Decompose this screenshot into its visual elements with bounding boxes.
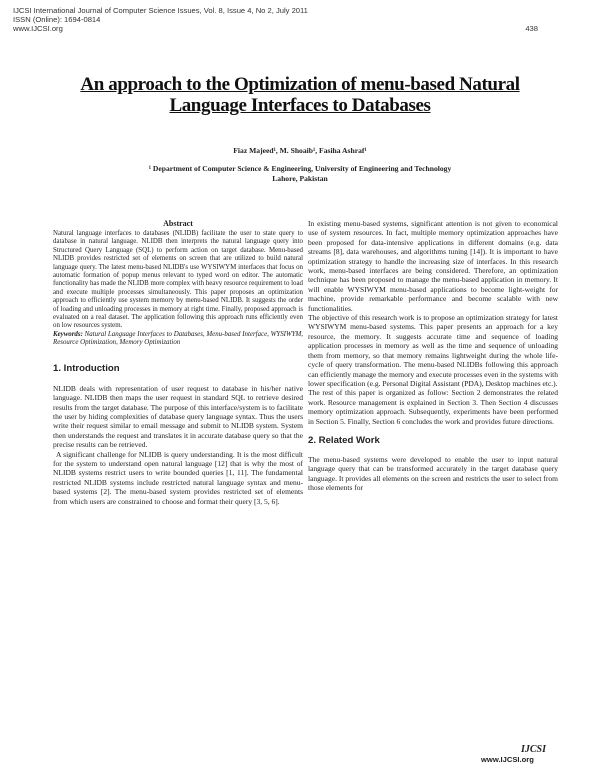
paper-title [40, 74, 560, 116]
abstract-text: Natural language interfaces to databases (NLIDB) facilitate the user to state query to database in natural language. NLIDB then interprets the natural language query into Structured Query Language (SQL) to perform action on target database. Menu-based NLIDB provides restricted set of elements on screen that are utilized to build natural language query. The latest menu-based NLIDB's use WYSIWYM interfaces that focus on automatic formation of popup menus relevant to typed word on editor. The automatic functionality has made the NLIDB more complex with heavy resource requirement to load and execute multiple processes simultaneously. This paper proposes an optimization approach to efficiently use system memory by menu-based NLIDB. It suggests the order of loading and unloading processes in memory at right time. Finally, proposed approach is evaluated on a real dataset. The application following this approach runs efficiently even on low resources system. [53, 230, 303, 330]
keywords-text: Natural Language Interfaces to Databases, Menu-based Interface, WYSIWYM, Resource Optimization, Memory Optimization [53, 330, 303, 347]
paper-title-line-1: An approach to the Optimization of menu-based Natural [80, 74, 520, 95]
right-paragraph-1: In existing menu-based systems, significant attention is not given to economical use of system resources. In fact, multiple memory optimization approaches have been proposed for data-intensive applications in different domains (e.g. data streams [8], data warehouses, and algorithms tuning [14]). It is important to have optimization strategy to handle the increasing size of interfaces. In this research work, menu-based interfaces are being considered. Therefore, an optimization technique has been proposed to manage the menu-based application in memory. It will enable WYSIWYM menu-based applications to become light-weight for machine, provide remarkable performance and become scalable with new functionalities. [308, 219, 558, 313]
section-1-paragraph-2: A significant challenge for NLIDB is query understanding. It is the most difficult for the system to understand open natural language [12] that is why the most of NLIDB systems restrict users to write bounded queries [1, 11]. The fundamental restricted NLIDB systems include restricted natural language syntax and menu-based systems [2]. The menu-based system provides restricted set of elements from which users are constrained to choose and format their query [3, 5, 6]. [53, 449, 303, 506]
paper-authors: Fiaz Majeed¹, M. Shoaib¹, Fasiha Ashraf¹ [233, 146, 367, 155]
section-1-heading: 1. Introduction [53, 362, 120, 374]
right-column [308, 219, 558, 493]
footer-url: www.IJCSI.org [481, 755, 534, 764]
affiliation-line-1: ¹ Department of Computer Science & Engineering, University of Engineering and Technology [148, 164, 452, 173]
journal-logo: IJCSI [521, 744, 547, 755]
paper-affiliation [110, 164, 490, 184]
keywords-line [53, 331, 303, 348]
journal-citation: IJCSI International Journal of Computer Science Issues, Vol. 8, Issue 4, No 2, July 2011 [13, 6, 308, 15]
keywords-label: Keywords: [53, 330, 83, 338]
right-paragraph-3: The rest of this paper is organized as follow: Section 2 demonstrates the related work. Resource management is explained in Section 3. Then Section 4 discusses memory optimization approach. Subsequently, experiments have been performed in Section 5. Finally, Section 6 concludes the work and provides future directions. [308, 388, 558, 426]
section-1-paragraph-1: NLIDB deals with representation of user request to database in his/her native language. NLIDB then maps the user request in standard SQL to retrieve desired results from the target database. The purpose of this interface/system is to facilitate the user by hiding complexities of database query language syntax. Thus the users write their request similar to email message and submit to NLIDB system. System then understands the request and translates it in accurate database query so that the precise results can be retrieved. [53, 383, 303, 450]
journal-issn: ISSN (Online): 1694-0814 [13, 15, 101, 24]
abstract-heading: Abstract [163, 219, 193, 228]
right-paragraph-2: The objective of this research work is to propose an optimization strategy for latest WYSIWYM menu-based systems. This paper presents an approach for a key resource, the memory. It suggests accurate time and sequence of loading application processes in memory as well as the time and sequence of unloading them from memory, so that memory remains lightweight during the whole life-cycle of query transformation. The menu-based NLIDBs following this approach can efficiently manage the memory and execute processes even in the systems with lower specification (e.g. Personal Digital Assistant (PDA), Desktop machines etc.). [308, 313, 558, 388]
paper-title-line-2: Language Interfaces to Databases [169, 95, 431, 116]
section-2-heading: 2. Related Work [308, 434, 380, 446]
page-number: 438 [525, 24, 538, 33]
section-2-paragraph-1: The menu-based systems were developed to enable the user to input natural language query that can be transformed accurately in the target database query language. It provides all elements on the screen and restricts the user to select from those elements for [308, 454, 558, 493]
affiliation-line-2: Lahore, Pakistan [272, 174, 328, 183]
journal-site: www.IJCSI.org [13, 24, 63, 33]
left-column [53, 219, 303, 506]
journal-header [13, 6, 308, 33]
